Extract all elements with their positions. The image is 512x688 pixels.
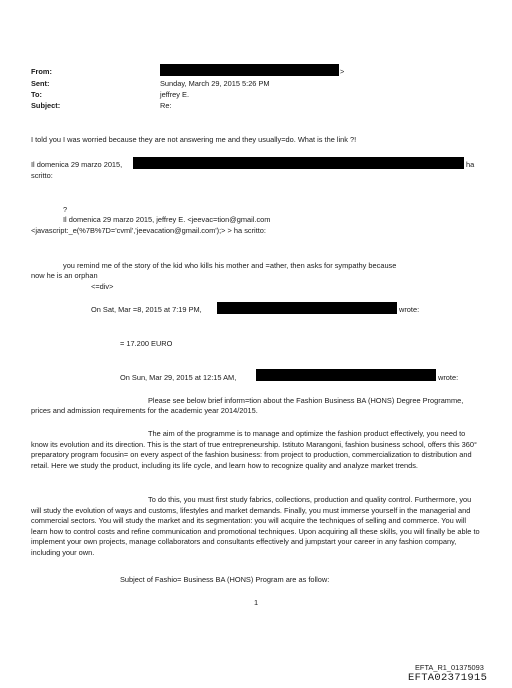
quote1-line-1: Il domenica 29 marzo 2015, jeffrey E. <jeevac=tion@gmail.com <box>63 215 271 224</box>
to-value: jeffrey E. <box>160 90 190 99</box>
wrote-1: wrote: <box>399 305 420 314</box>
quote1-line-2: <javascript:_e(%7B%7D='cvml','jeevacation@gmail.com');> > ha scritto: <box>31 226 266 235</box>
redaction-sender-1 <box>133 157 464 169</box>
from-suffix: > <box>340 67 345 76</box>
body-line-3: scritto: <box>31 171 53 180</box>
story-line-1: you remind me of the story of the kid who kills his mother and =ather, then asks for sympathy because <box>63 261 397 270</box>
story-line-2: now he is an orphan <box>31 271 98 280</box>
price-line: = 17.200 EURO <box>120 339 173 348</box>
div-tag: <=div> <box>91 282 114 291</box>
page-number: 1 <box>254 598 259 607</box>
on-sun-line: On Sun, Mar 29, 2015 at 12:15 AM, <box>120 373 237 382</box>
info-line-2: prices and admission requirements for the academic year 2014/2015. <box>31 406 258 415</box>
redaction-from <box>160 64 339 76</box>
to-label: To: <box>31 90 42 99</box>
redaction-sender-2 <box>217 302 397 314</box>
efta-small-stamp: EFTA_R1_01375093 <box>415 663 484 672</box>
body-line-2-prefix: Il domenica 29 marzo 2015, <box>31 160 123 169</box>
wrote-2: wrote: <box>438 373 459 382</box>
paragraph-1: The aim of the programme is to manage and optimize the fashion product effectively, you need to know its evolution and its direction. This is the start of true entrepreneurship. Istituto Marangoni, fashion business school, offers this 360° preparatory program focusin= on every aspect of the fashion business: from project to production, commercialization to distribution and retail. Here we study the product, including its life cycle, and learn how to recognize quality and analyze market trends. <box>31 429 477 470</box>
sent-value: Sunday, March 29, 2015 5:26 PM <box>160 79 270 88</box>
body-line-1: I told you I was worried because they are not answering me and they usually=do. What is the link ?! <box>31 135 357 144</box>
on-sat-line: On Sat, Mar =8, 2015 at 7:19 PM, <box>91 305 202 314</box>
question-mark: ? <box>63 205 68 214</box>
subject-value: Re: <box>160 101 172 110</box>
body-line-2-suffix: ha <box>466 160 475 169</box>
paragraph-2: To do this, you must first study fabrics, collections, production and quality control. Furthermore, you will study the evolution of ways and customs, lifestyles and market demands. Finally, you must immerse yourself in the managerial and commercial sectors. You will study the market and its segmentation: you will acquire the techniques of selling and commerce. You will learn how to control costs and refine communication and promotional techniques. Upon acquiring all these skills, you will finally be able to implement your own projects, manage collaborators and consultants effectively and jumpstart your career in any fashion company, including your own. <box>31 495 480 557</box>
sent-label: Sent: <box>31 79 50 88</box>
redaction-sender-3 <box>256 369 436 381</box>
efta-big-stamp: EFTA02371915 <box>408 672 488 684</box>
subject-line: Subject of Fashio= Business BA (HONS) Program are as follow: <box>120 575 330 584</box>
subject-label: Subject: <box>31 101 61 110</box>
info-line-1: Please see below brief inform=tion about the Fashion Business BA (HONS) Degree Programme, <box>148 396 464 405</box>
from-label: From: <box>31 67 52 76</box>
